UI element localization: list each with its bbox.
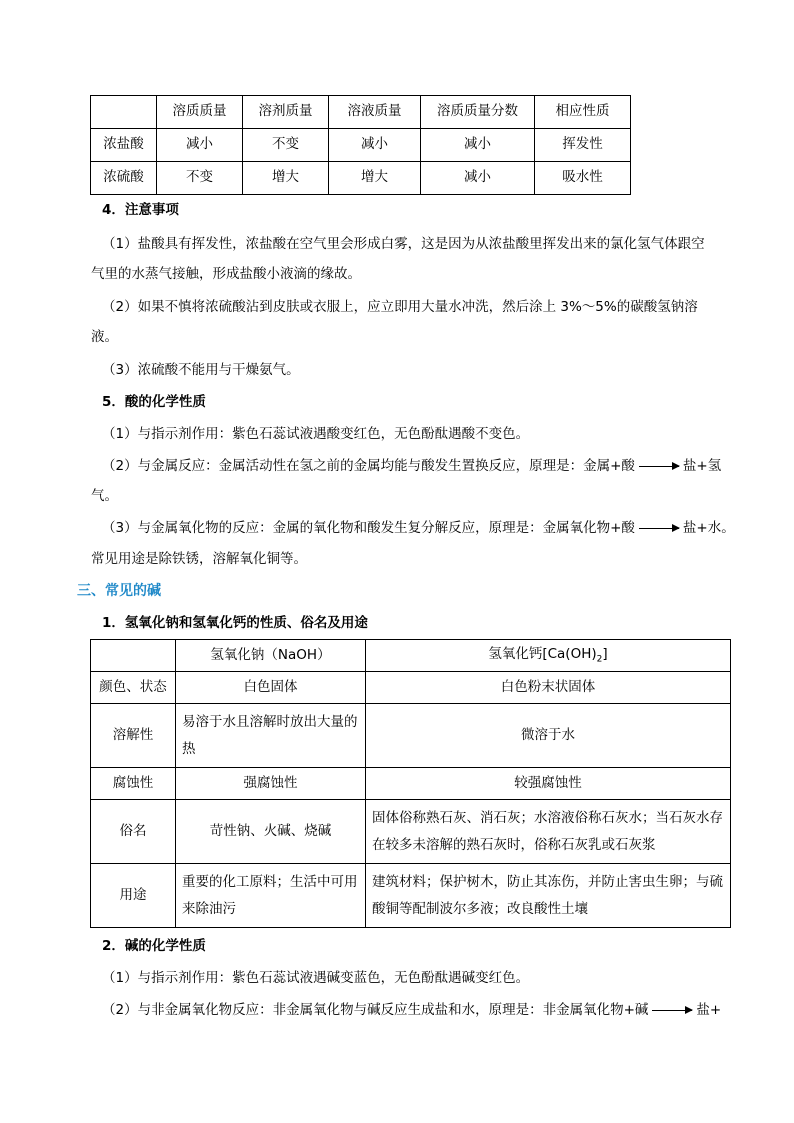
base-properties-heading: 2．碱的化学性质 xyxy=(102,938,206,954)
table-row xyxy=(91,672,731,704)
table-row-label: 用途 xyxy=(91,864,176,928)
table-cell: 强腐蚀性 xyxy=(176,768,366,800)
table-row xyxy=(91,864,731,928)
table-cell: 白色粉末状固体 xyxy=(366,672,731,704)
acid-property-3-line-1 xyxy=(102,518,735,538)
table-cell: 浓硫酸 xyxy=(91,162,157,195)
base-property-2 xyxy=(102,1000,721,1020)
base-property-2-product: 盐+ xyxy=(696,1002,722,1018)
acid-property-2-product: 盐+氢 xyxy=(682,458,722,474)
table-cell: 建筑材料；保护树木，防止其冻伤，并防止害虫生卵；与硫酸铜等配制波尔多液；改良酸性土壤 xyxy=(366,864,731,928)
section-title-bases: 三、常见的碱 xyxy=(77,583,161,599)
base-property-1: （1）与指示剂作用：紫色石蕊试液遇碱变蓝色，无色酚酞遇碱变红色。 xyxy=(102,970,530,986)
acid-property-1: （1）与指示剂作用：紫色石蕊试液遇酸变红色，无色酚酞遇酸不变色。 xyxy=(102,426,530,442)
notes-paragraph-3: （3）浓硫酸不能用与干燥氨气。 xyxy=(102,362,300,378)
notes-paragraph-2-line-2: 液。 xyxy=(91,329,118,345)
table-header-cell: 相应性质 xyxy=(535,96,631,129)
table-cell: 挥发性 xyxy=(535,129,631,162)
table-header-cell: 溶质质量 xyxy=(157,96,243,129)
table-header-cell: 溶液质量 xyxy=(329,96,421,129)
reaction-arrow-icon xyxy=(639,528,679,529)
reaction-arrow-icon xyxy=(639,466,679,467)
acid-properties-heading: 5．酸的化学性质 xyxy=(102,394,206,410)
acid-property-2-line-1 xyxy=(102,456,721,476)
table-header-cell: 氢氧化钠（NaOH） xyxy=(176,640,366,672)
table-header-row xyxy=(91,640,731,672)
notes-paragraph-2-line-1: （2）如果不慎将浓硫酸沾到皮肤或衣服上，应立即用大量水冲洗，然后涂上 3%～5%的碳酸氢钠溶 xyxy=(102,299,698,315)
notes-heading: 4．注意事项 xyxy=(102,202,179,218)
table-cell: 浓盐酸 xyxy=(91,129,157,162)
table-cell: 易溶于水且溶解时放出大量的热 xyxy=(176,704,366,768)
table-cell: 减小 xyxy=(421,129,535,162)
base-property-2-text: （2）与非金属氧化物反应：非金属氧化物与碱反应生成盐和水，原理是：非金属氧化物+碱 xyxy=(102,1002,649,1018)
table-cell: 不变 xyxy=(157,162,243,195)
table-cell: 减小 xyxy=(157,129,243,162)
table-row xyxy=(91,768,731,800)
table-row-label: 俗名 xyxy=(91,800,176,864)
table-row xyxy=(91,162,631,195)
table-cell: 重要的化工原料；生活中可用来除油污 xyxy=(176,864,366,928)
table-cell: 较强腐蚀性 xyxy=(366,768,731,800)
table-row-label: 溶解性 xyxy=(91,704,176,768)
table-row xyxy=(91,129,631,162)
acid-property-3-text: （3）与金属氧化物的反应：金属的氧化物和酸发生复分解反应，原理是：金属氧化物+酸 xyxy=(102,520,635,536)
table-cell: 苛性钠、火碱、烧碱 xyxy=(176,800,366,864)
notes-paragraph-1-line-1: （1）盐酸具有挥发性，浓盐酸在空气里会形成白雾，这是因为从浓盐酸里挥发出来的氯化氢气体跟空 xyxy=(102,236,705,252)
table-cell: 吸水性 xyxy=(535,162,631,195)
acid-property-3-line-2: 常见用途是除铁锈，溶解氧化铜等。 xyxy=(91,551,307,567)
base-table-heading: 1．氢氧化钠和氢氧化钙的性质、俗名及用途 xyxy=(102,615,368,631)
table-header-cell: 溶质质量分数 xyxy=(421,96,535,129)
caoh-header-bracket: ] xyxy=(602,645,608,662)
table-header-row xyxy=(91,96,631,129)
reaction-arrow-icon xyxy=(652,1010,692,1011)
table-row xyxy=(91,800,731,864)
table-cell: 白色固体 xyxy=(176,672,366,704)
table-cell: 减小 xyxy=(421,162,535,195)
table-cell: 固体俗称熟石灰、消石灰；水溶液俗称石灰水；当石灰水存在较多未溶解的熟石灰时，俗称石灰乳或石灰浆 xyxy=(366,800,731,864)
notes-paragraph-1-line-2: 气里的水蒸气接触，形成盐酸小液滴的缘故。 xyxy=(91,266,361,282)
table-cell: 微溶于水 xyxy=(366,704,731,768)
table-header-cell xyxy=(91,640,176,672)
table-cell: 减小 xyxy=(329,129,421,162)
table-cell: 增大 xyxy=(329,162,421,195)
table-row xyxy=(91,704,731,768)
table-header-cell xyxy=(91,96,157,129)
table-row-label: 腐蚀性 xyxy=(91,768,176,800)
caoh-header-subscript: 2 xyxy=(596,654,603,665)
table-row-label: 颜色、状态 xyxy=(91,672,176,704)
acid-property-2-text: （2）与金属反应：金属活动性在氢之前的金属均能与酸发生置换反应，原理是：金属+酸 xyxy=(102,458,635,474)
acid-property-2-line-2: 气。 xyxy=(91,488,118,504)
base-comparison-table xyxy=(90,639,731,928)
table-header-cell xyxy=(366,640,731,672)
table-cell: 增大 xyxy=(243,162,329,195)
acid-property-3-product: 盐+水。 xyxy=(682,520,735,536)
table-cell: 不变 xyxy=(243,129,329,162)
concentrated-acid-table xyxy=(90,95,631,195)
caoh-header-text: 氢氧化钙[Ca(OH) xyxy=(488,645,597,662)
table-header-cell: 溶剂质量 xyxy=(243,96,329,129)
